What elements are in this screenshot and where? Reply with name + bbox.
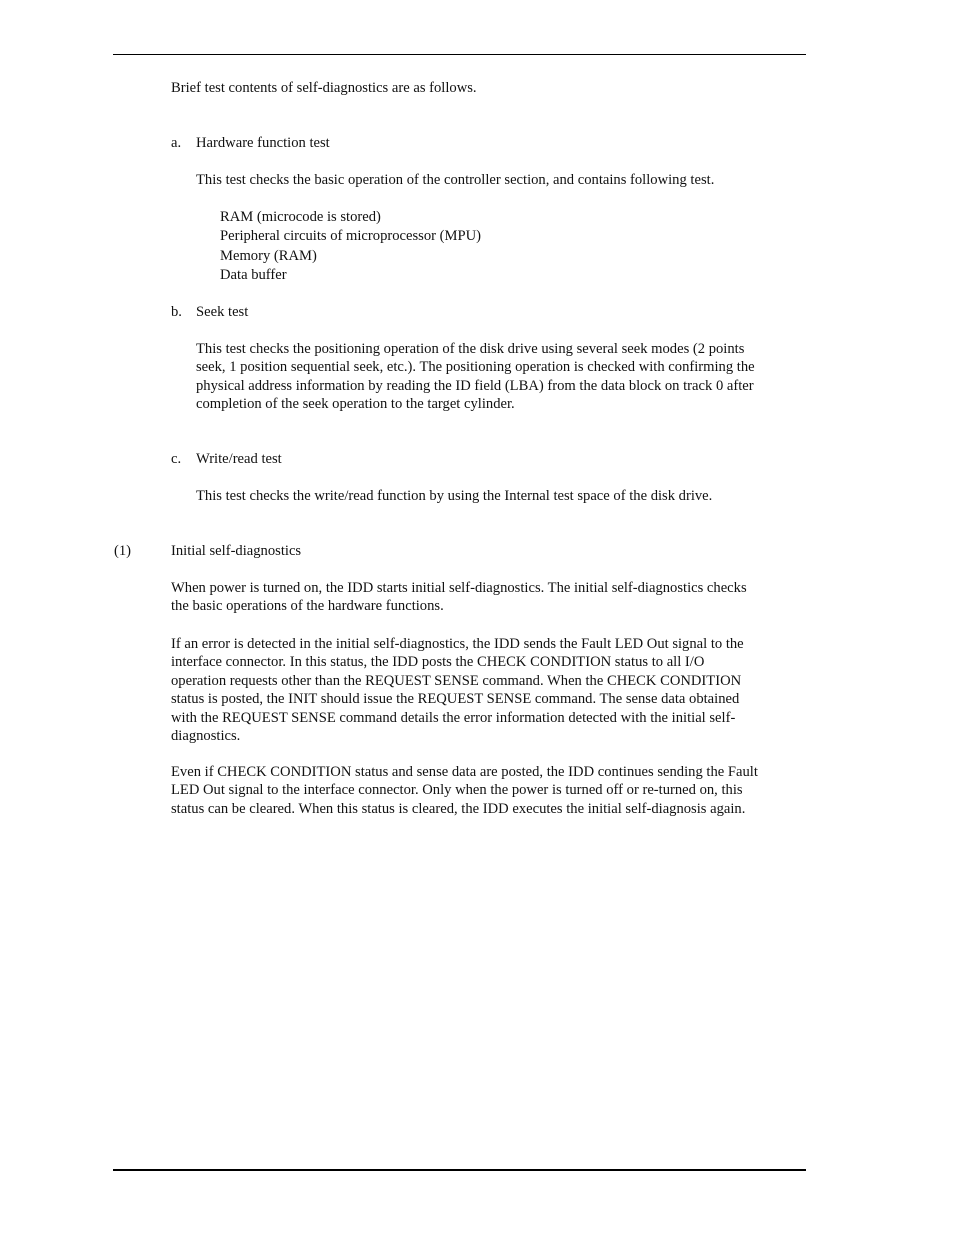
section-paragraph-3	[171, 763, 758, 818]
list-item: Data buffer	[220, 267, 287, 284]
text-line: status is posted, the INIT should issue the REQUEST SENSE command. The sense data obtained	[171, 691, 740, 708]
text-line: If an error is detected in the initial self-diagnostics, the IDD sends the Fault LED Out signal to the	[171, 636, 744, 652]
text-line: physical address information by reading the ID field (LBA) from the data block on track 0 after	[196, 377, 754, 394]
text-line: with the REQUEST SENSE command details the error information detected with the initial self-	[171, 709, 736, 726]
test-a-text: This test checks the basic operation of the controller section, and contains following test.	[196, 172, 715, 188]
list-item: Peripheral circuits of microprocessor (MPU)	[220, 228, 481, 245]
text-line: When power is turned on, the IDD starts initial self-diagnostics. The initial self-diagnostics checks	[171, 580, 747, 596]
test-b-text	[196, 340, 755, 414]
list-item: RAM (microcode is stored)	[220, 209, 381, 225]
test-a-items	[220, 208, 481, 285]
test-b-title: Seek test	[196, 304, 249, 320]
test-c-text: This test checks the write/read function by using the Internal test space of the disk drive.	[196, 488, 713, 504]
text-line: interface connector. In this status, the IDD posts the CHECK CONDITION status to all I/O	[171, 654, 705, 671]
text-line: LED Out signal to the interface connector. Only when the power is turned off or re-turned on, this	[171, 782, 743, 799]
test-c-title: Write/read test	[196, 451, 282, 467]
test-a-title: Hardware function test	[196, 135, 330, 151]
text-line: seek, 1 position sequential seek, etc.). The positioning operation is checked with confirming the	[196, 359, 755, 376]
text-line: the basic operations of the hardware functions.	[171, 598, 444, 615]
list-item: Memory (RAM)	[220, 247, 317, 264]
text-line: status can be cleared. When this status is cleared, the IDD executes the initial self-diagnosis again.	[171, 800, 746, 817]
intro-text: Brief test contents of self-diagnostics are as follows.	[171, 80, 477, 96]
section-number: (1)	[114, 543, 132, 559]
text-line: This test checks the positioning operation of the disk drive using several seek modes (2 points	[196, 341, 745, 357]
section-paragraph-1	[171, 579, 747, 616]
text-line: Even if CHECK CONDITION status and sense data are posted, the IDD continues sending the Fault	[171, 764, 758, 780]
test-b-marker: b.	[171, 304, 182, 320]
footer-rule	[113, 1169, 806, 1171]
text-line: completion of the seek operation to the target cylinder.	[196, 396, 515, 413]
test-c-marker: c.	[171, 451, 182, 467]
test-a-marker: a.	[171, 135, 182, 151]
section-paragraph-2	[171, 635, 744, 745]
header-rule	[113, 54, 806, 55]
text-line: diagnostics.	[171, 728, 241, 745]
text-line: operation requests other than the REQUEST SENSE command. When the CHECK CONDITION	[171, 672, 742, 689]
section-title: Initial self-diagnostics	[171, 543, 302, 559]
